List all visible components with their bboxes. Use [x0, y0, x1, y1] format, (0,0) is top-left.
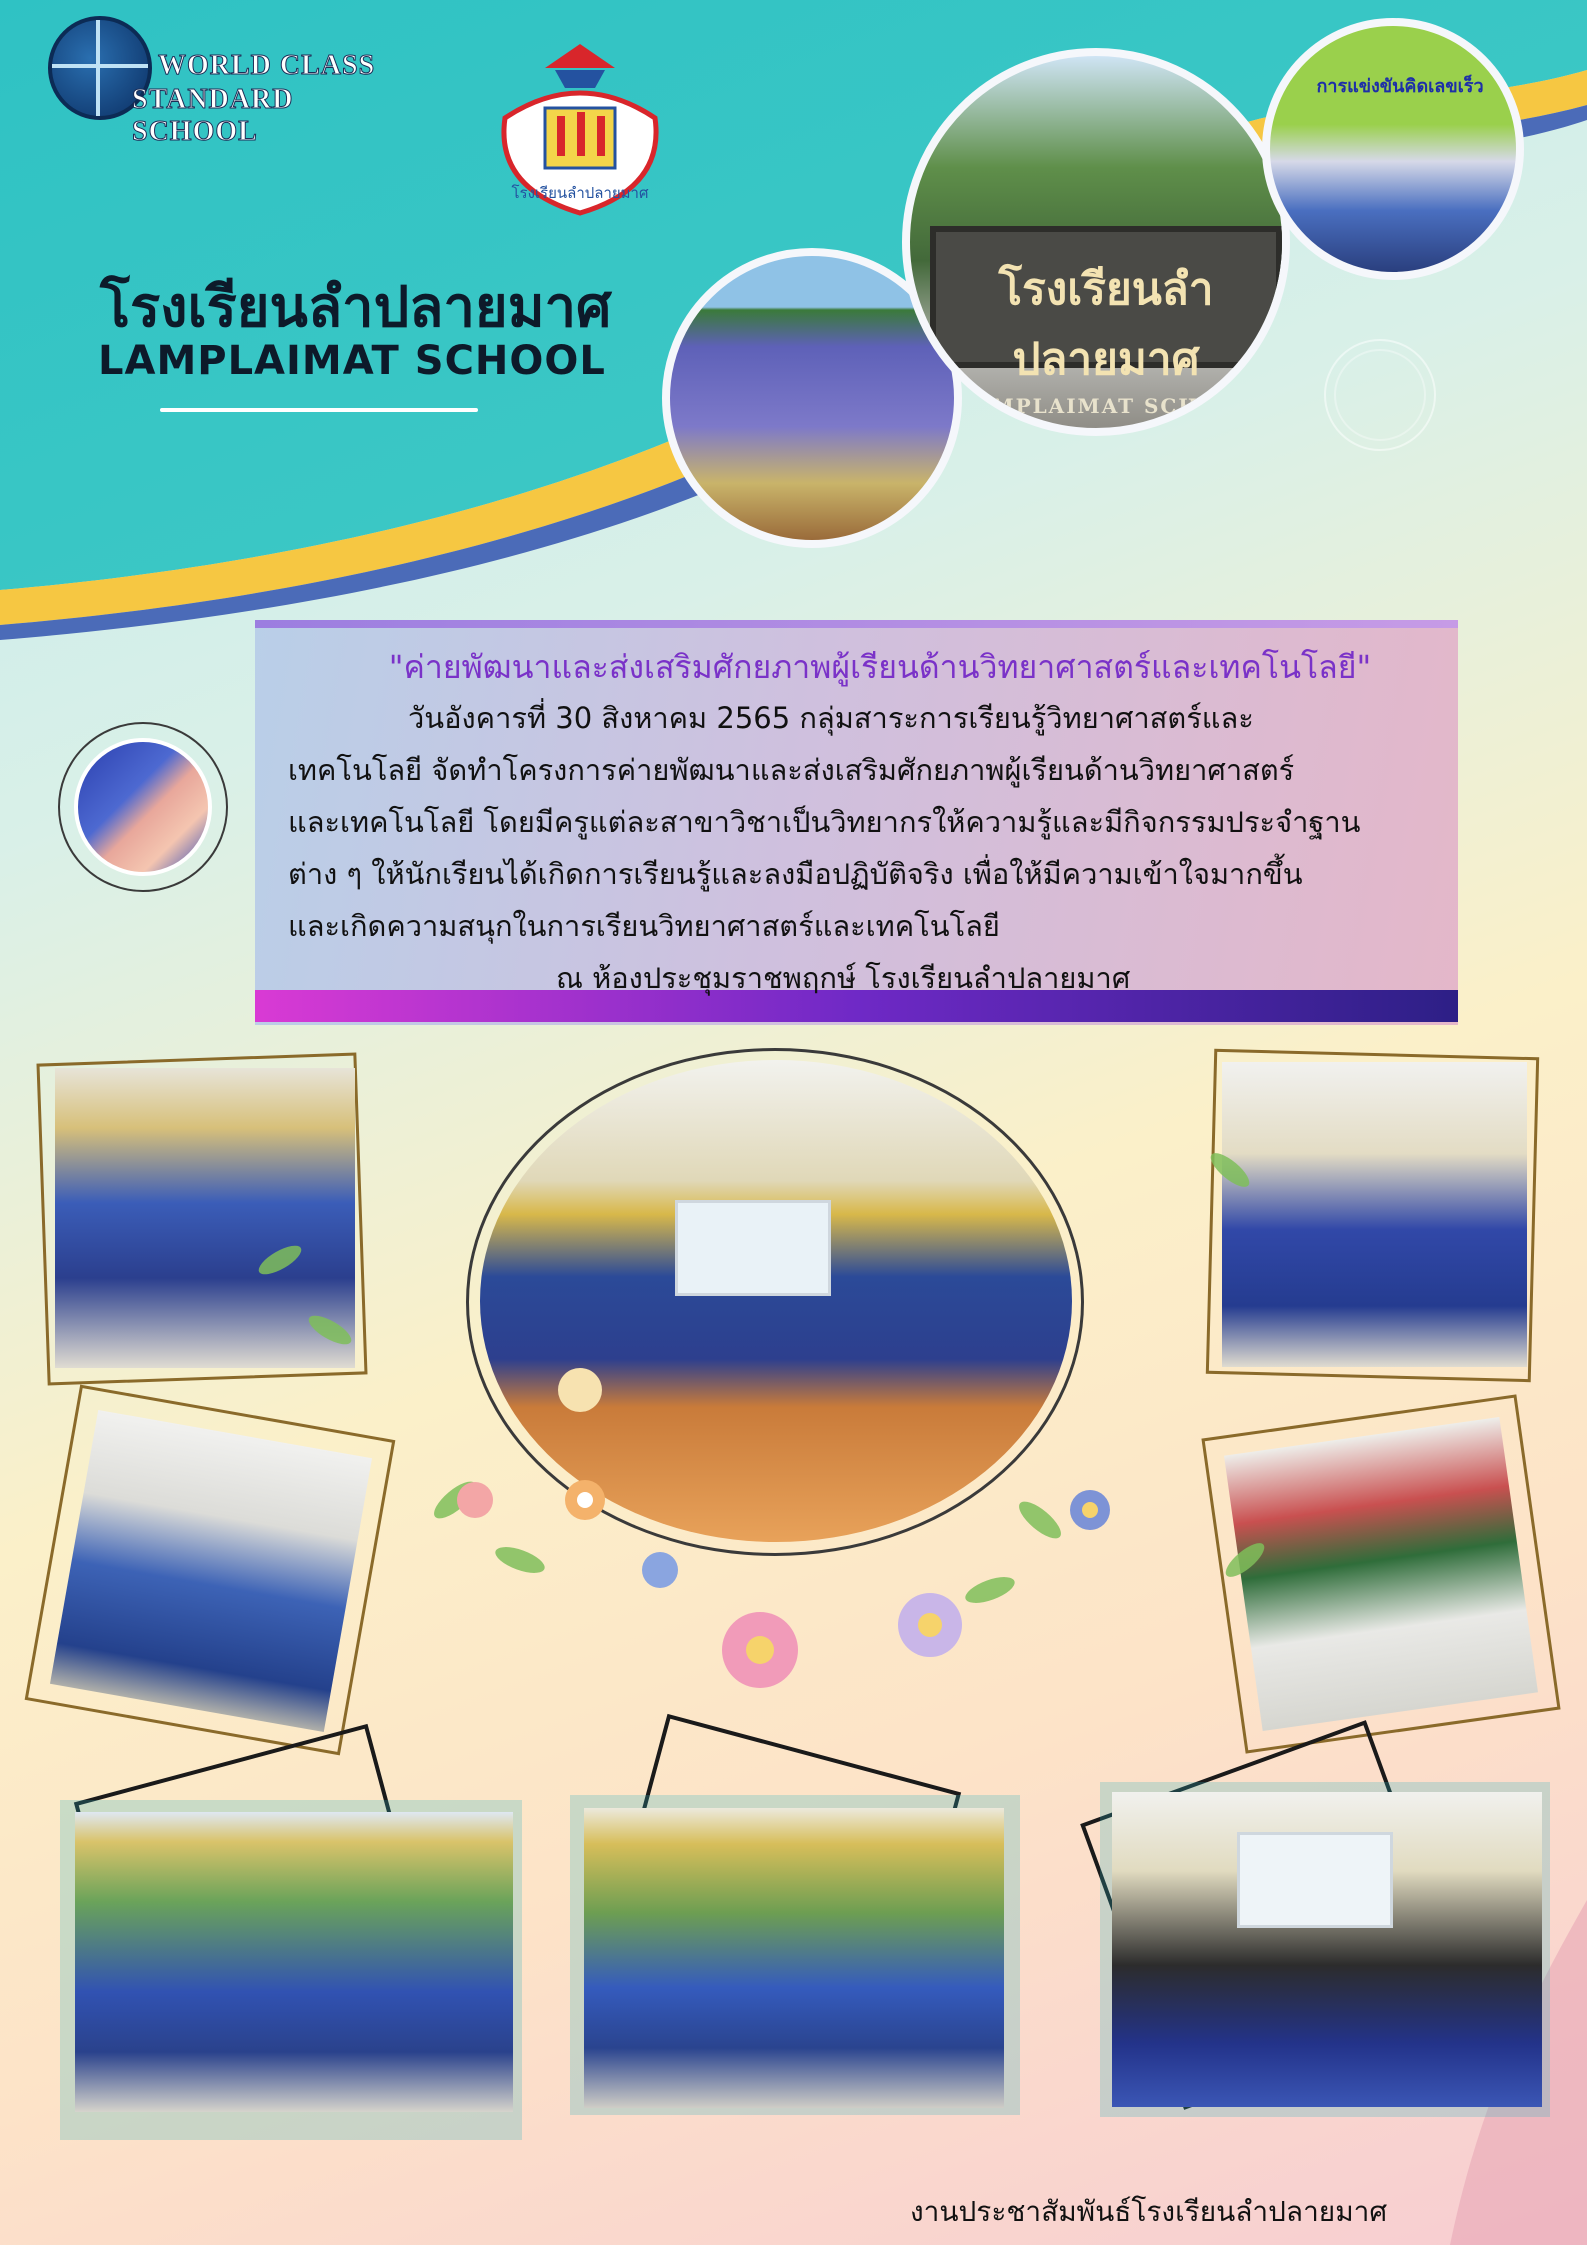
article-line: และเกิดความสนุกในการเรียนวิทยาศาสตร์และเทคโนโลยี	[288, 909, 1000, 943]
photo-competition-group	[1262, 18, 1524, 280]
footer-credit: งานประชาสัมพันธ์โรงเรียนลำปลายมาศ	[910, 2195, 1388, 2228]
world-class-logo	[40, 10, 380, 147]
photo-hall-activities	[1222, 1062, 1527, 1367]
brand-line-1: WORLD CLASS	[158, 50, 376, 81]
sign-text-english: LAMPLAIMAT SCHOOL	[957, 394, 1255, 418]
photo-teacher-lab	[1224, 1417, 1538, 1731]
title-underline	[160, 408, 478, 412]
photo-students-award	[55, 1068, 355, 1368]
article-line: ณ ห้องประชุมราชพฤกษ์ โรงเรียนลำปลายมาศ	[556, 961, 1131, 995]
banner-text: การแข่งขันคิดเลขเร็ว	[1316, 76, 1484, 97]
photo-craft-item	[74, 738, 212, 876]
school-name-thai: โรงเรียนลำปลายมาศ	[100, 275, 612, 340]
photo-group-hall	[480, 1060, 1072, 1542]
brand-line-2: STANDARD SCHOOL	[132, 84, 294, 147]
photo-students-sitting	[584, 1808, 1004, 2108]
school-emblem	[485, 38, 675, 218]
projector-screen	[675, 1200, 831, 1296]
school-name-english: LAMPLAIMAT SCHOOL	[98, 338, 606, 384]
sign-text-thai: โรงเรียนลำปลายมาศ	[998, 264, 1214, 385]
article-line: เทคโนโลยี จัดทำโครงการค่ายพัฒนาและส่งเสริมศักยภาพผู้เรียนด้านวิทยาศาสตร์	[288, 753, 1295, 787]
photo-school-sign	[902, 48, 1290, 436]
article-line: ต่าง ๆ ให้นักเรียนได้เกิดการเรียนรู้และลงมือปฏิบัติจริง เพื่อให้มีความเข้าใจมากขึ้น	[288, 857, 1303, 891]
article-line: และเทคโนโลยี โดยมีครูแต่ละสาขาวิชาเป็นวิทยากรให้ความรู้และมีกิจกรรมประจำฐาน	[288, 805, 1361, 839]
projector-screen	[1237, 1832, 1393, 1928]
emblem-caption: โรงเรียนลำปลายมาศ	[511, 184, 649, 202]
article-title: "ค่ายพัฒนาและส่งเสริมศักยภาพผู้เรียนด้านวิทยาศาสตร์และเทคโนโลยี"	[388, 648, 1372, 686]
photo-presentation	[1112, 1792, 1542, 2107]
card-top-strip	[255, 620, 1458, 628]
article-line: วันอังคารที่ 30 สิงหาคม 2565 กลุ่มสาระการเรียนรู้วิทยาศาสตร์และ	[408, 701, 1254, 735]
photo-students-drawing	[50, 1410, 372, 1732]
photo-outdoor-group	[75, 1812, 513, 2112]
article-body	[288, 692, 1448, 1004]
